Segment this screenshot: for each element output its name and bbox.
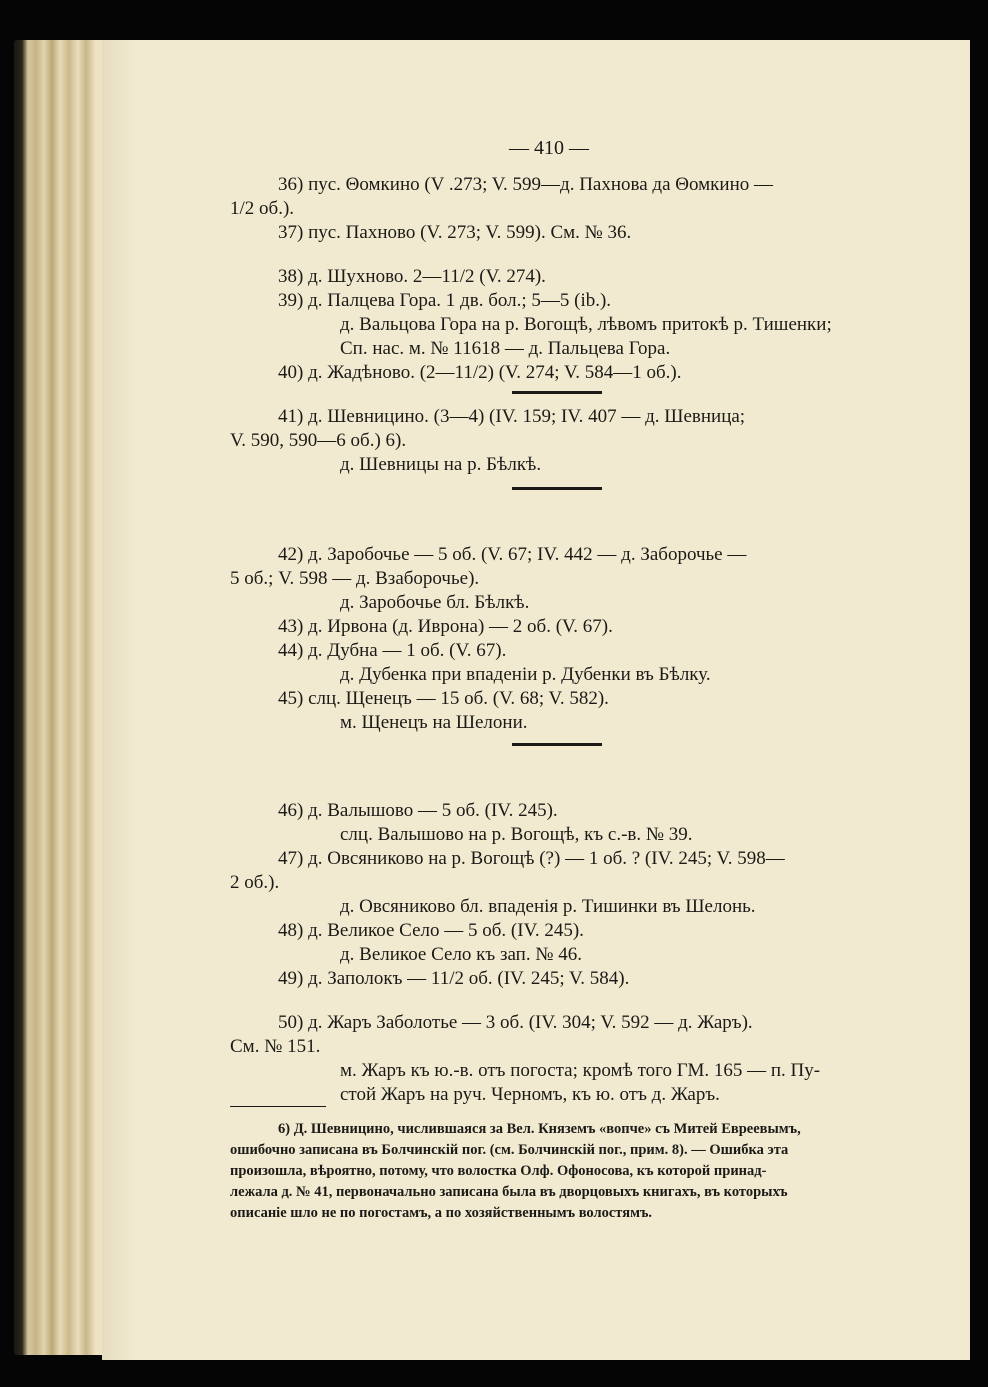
page-number: — 410 — — [509, 137, 589, 159]
entry-40: 40) д. Жадѣново. (2—11/2) (V. 274; V. 584—1 об.). — [278, 362, 682, 383]
footnote-line: лежала д. № 41, первоначально записана была въ дворцовыхъ книгахъ, въ которыхъ — [230, 1184, 788, 1200]
entry-42-line-1: 42) д. Заробочье — 5 об. (V. 67; IV. 442 — д. Заборочье — — [278, 544, 747, 565]
entry-39-line-2: д. Вальцова Гора на р. Вогощѣ, лѣвомъ притокѣ р. Тишенки; — [340, 314, 832, 335]
section-divider — [512, 743, 602, 746]
entry-50-line-2: См. № 151. — [230, 1036, 321, 1057]
entry-46-line-2: слц. Валышово на р. Вогощѣ, къ с.-в. № 39. — [340, 824, 693, 845]
entry-39-line-3: Сп. нас. м. № 11618 — д. Пальцева Гора. — [340, 338, 671, 359]
book-page-edges — [14, 40, 114, 1355]
footnote-line: 6) Д. Шевницино, числившаяся за Вел. Княземъ «вопче» съ Митей Евреевымъ, — [278, 1121, 801, 1137]
footnote-line: ошибочно записана въ Болчинскій пог. (см. Болчинскій пог., прим. 8). — Ошибка эта — [230, 1142, 789, 1158]
entry-38: 38) д. Шухново. 2—11/2 (V. 274). — [278, 266, 546, 287]
entry-36-line-1: 36) пус. Θомкино (V .273; V. 599—д. Пахнова да Θомкино — — [278, 174, 773, 195]
footnote-line: описаніе шло не по погостамъ, а по хозяйственнымъ волостямъ. — [230, 1205, 653, 1221]
entry-47-line-2: 2 об.). — [230, 872, 280, 893]
book-page — [102, 40, 970, 1360]
section-divider — [512, 391, 602, 394]
entry-49: 49) д. Заполокъ — 11/2 об. (IV. 245; V. 584). — [278, 968, 630, 989]
entry-48-line-2: д. Великое Село къ зап. № 46. — [340, 944, 582, 965]
entry-43: 43) д. Ирвона (д. Иврона) — 2 об. (V. 67). — [278, 616, 613, 637]
entry-50-line-3: м. Жаръ къ ю.-в. отъ погоста; кромѣ того ГМ. 165 — п. Пу- — [340, 1060, 821, 1081]
entry-37: 37) пус. Пахново (V. 273; V. 599). См. № 36. — [278, 222, 632, 243]
footnote-line: произошла, вѣроятно, потому, что волостка Олф. Офоносова, къ которой принад- — [230, 1163, 767, 1179]
entry-44-line-1: 44) д. Дубна — 1 об. (V. 67). — [278, 640, 507, 661]
entry-48-line-1: 48) д. Великое Село — 5 об. (IV. 245). — [278, 920, 584, 941]
footnote-divider — [230, 1106, 326, 1107]
entry-44-line-2: д. Дубенка при впаденіи р. Дубенки въ Бѣлку. — [340, 664, 711, 685]
entry-36-line-2: 1/2 об.). — [230, 198, 295, 219]
entry-45-line-1: 45) слц. Щенецъ — 15 об. (V. 68; V. 582). — [278, 688, 609, 709]
entry-47-line-3: д. Овсяниково бл. впаденія р. Тишинки въ Шелонь. — [340, 896, 756, 917]
entry-47-line-1: 47) д. Овсяниково на р. Вогощѣ (?) — 1 об. ? (IV. 245; V. 598— — [278, 848, 785, 869]
entry-41-line-1: 41) д. Шевницино. (3—4) (IV. 159; IV. 407 — д. Шевница; — [278, 406, 746, 427]
entry-50-line-1: 50) д. Жаръ Заболотье — 3 об. (IV. 304; V. 592 — д. Жаръ). — [278, 1012, 753, 1033]
entry-42-line-3: д. Заробочье бл. Бѣлкѣ. — [340, 592, 530, 613]
section-divider — [512, 487, 602, 490]
entry-41-line-2: V. 590, 590—6 об.) 6). — [230, 430, 407, 451]
entry-45-line-2: м. Щенецъ на Шелони. — [340, 712, 528, 733]
entry-46-line-1: 46) д. Валышово — 5 об. (IV. 245). — [278, 800, 558, 821]
entry-39-line-1: 39) д. Палцева Гора. 1 дв. бол.; 5—5 (ib.). — [278, 290, 612, 311]
entry-41-line-3: д. Шевницы на р. Бѣлкѣ. — [340, 454, 542, 475]
entry-42-line-2: 5 об.; V. 598 — д. Взаборочье). — [230, 568, 480, 589]
entry-50-line-4: стой Жаръ на руч. Черномъ, къ ю. отъ д. Жаръ. — [340, 1084, 720, 1105]
